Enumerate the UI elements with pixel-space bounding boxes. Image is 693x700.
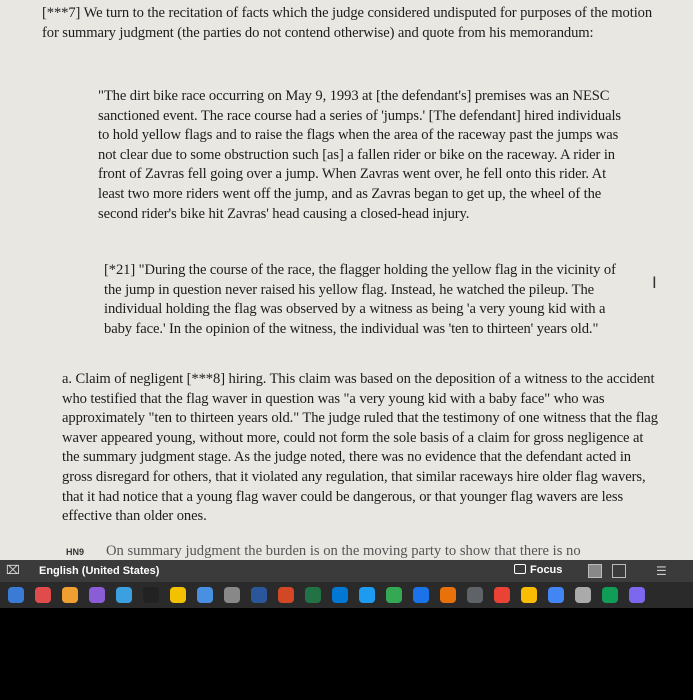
dock-app-icon[interactable] <box>197 587 213 603</box>
dock-app-icon[interactable] <box>89 587 105 603</box>
dock-app-icon[interactable] <box>602 587 618 603</box>
web-layout-icon[interactable] <box>612 564 626 578</box>
dock-app-icon[interactable] <box>548 587 564 603</box>
paragraph-negligent-hiring: a. Claim of negligent [***8] hiring. This claim was based on the deposition of a witness to the accident who testified that the flag waver in question was "a very young kid with a baby face" who was approximately "ten to thirteen years old." The judge ruled that the testimony of one witness that the flag waver appeared young, without more, could not form the sole basis of a claim for gross negligence at the summary judgment stage. As the judge noted, there was no evidence that the defendant acted in gross disregard for others, that it violated any regulation, that similar raceways hire older flag wavers, that it had notice that a young flag waver could be dangerous, or that younger flag wavers are less effective than older ones. <box>62 371 658 525</box>
dock-app-icon[interactable] <box>305 587 321 603</box>
dock-app-icon[interactable] <box>8 587 24 603</box>
outline-icon[interactable]: ☰ <box>656 564 667 578</box>
partial-text-line: On summary judgment the burden is on the moving party to show that there is no <box>106 543 581 559</box>
dock-app-icon[interactable] <box>278 587 294 603</box>
dock <box>0 582 693 608</box>
dock-app-icon[interactable] <box>386 587 402 603</box>
dock-app-icon[interactable] <box>521 587 537 603</box>
print-layout-icon[interactable] <box>588 564 602 578</box>
headnote-label[interactable]: HN9 <box>66 547 85 557</box>
dock-app-icon[interactable] <box>413 587 429 603</box>
dock-app-icon[interactable] <box>251 587 267 603</box>
dock-app-icon[interactable] <box>116 587 132 603</box>
dock-app-icon[interactable] <box>170 587 186 603</box>
block-quote-flagger: [*21] "During the course of the race, the flagger holding the yellow flag in the vicinity of the jump in question never raised his yellow flag. Instead, he watched the pileup. The individual holding the flag was observed by a witness as being 'a very young kid with a baby face.' In the opinion of the witness, the individual was 'ten to thirteen' years old." <box>104 262 616 337</box>
dock-app-icon[interactable] <box>35 587 51 603</box>
dock-app-icon[interactable] <box>332 587 348 603</box>
dock-app-icon[interactable] <box>62 587 78 603</box>
dock-app-icon[interactable] <box>224 587 240 603</box>
dock-app-icon[interactable] <box>629 587 645 603</box>
dock-app-icon[interactable] <box>575 587 591 603</box>
text-cursor-icon: I <box>652 273 657 292</box>
dock-app-icon[interactable] <box>467 587 483 603</box>
dock-app-icon[interactable] <box>440 587 456 603</box>
status-bar <box>0 560 693 582</box>
focus-button[interactable] <box>514 564 562 576</box>
dock-app-icon[interactable] <box>143 587 159 603</box>
language-icon[interactable]: ⌧ <box>6 563 20 577</box>
block-quote-facts: "The dirt bike race occurring on May 9, 1993 at [the defendant's] premises was an NESC sanctioned event. The race course had a series of 'jumps.' [The defendant] hired individuals to hold yellow flags and to raise the flags when the area of the raceway past the jumps was not clear due to some obstruction such [as] a fallen rider or bike on the raceway. A rider in front of Zavras fell going over a jump. When Zavras went over, he fell onto this rider. At least two more riders went off the jump, and as Zavras began to get up, the wheel of the second rider's bike hit Zavras' head causing a closed-head injury. <box>98 88 622 222</box>
focus-label: Focus <box>530 564 563 576</box>
dock-app-icon[interactable] <box>494 587 510 603</box>
paragraph-intro: [***7] We turn to the recitation of facts which the judge considered undisputed for purposes of the motion for summary judgment (the parties do not contend otherwise) and quote from his memorandum: <box>42 5 653 41</box>
language-label[interactable]: English (United States) <box>39 565 160 577</box>
focus-icon <box>514 564 526 574</box>
dock-app-icon[interactable] <box>359 587 375 603</box>
